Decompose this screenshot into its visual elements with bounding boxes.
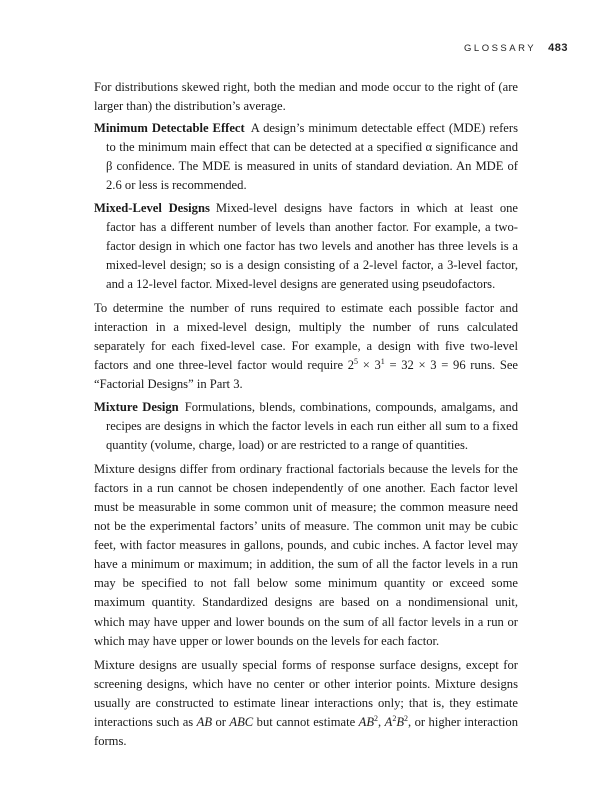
text-run: , bbox=[378, 715, 385, 729]
section-title: GLOSSARY bbox=[464, 43, 537, 54]
superscript: 1 bbox=[380, 357, 385, 367]
superscript: 2 bbox=[374, 714, 379, 723]
text-run: To determine the number of runs required to estimate each possible factor and interaction in a mixed-level design, multiply the number of runs calculated separately for each fixed-level case. For example, a design with five two-level factors and one three-level factor would require 2 bbox=[94, 301, 518, 373]
glossary-entry-mde bbox=[94, 119, 518, 195]
italic-term: ABC bbox=[229, 715, 254, 729]
glossary-term: Mixed-Level Designs bbox=[94, 200, 210, 215]
mixed-level-paragraph-2 bbox=[94, 299, 518, 394]
text-run: = 32 × 3 = 96 runs. See “Factorial Designs” in Part 3. bbox=[94, 358, 519, 392]
glossary-term: Mixture Design bbox=[94, 399, 179, 414]
italic-term: B bbox=[396, 715, 405, 729]
text-run: , or higher interaction forms. bbox=[94, 715, 519, 749]
continued-paragraph: For distributions skewed right, both the median and mode occur to the right of (are larger than) the distribution’s average. bbox=[94, 80, 518, 114]
text-run: × 3 bbox=[358, 358, 381, 373]
glossary-entry-mixed-level bbox=[94, 199, 518, 294]
glossary-content bbox=[94, 78, 518, 751]
text-run: but cannot estimate bbox=[253, 715, 359, 729]
glossary-definition: A design’s minimum detectable effect (MDE) refers to the minimum main effect that can be detected at a specified α significance and β confidence. The MDE is measured in units of standard deviation. An MDE of 2.6 or less is recommended. bbox=[106, 121, 518, 193]
italic-term: A bbox=[384, 715, 393, 729]
glossary-definition: Formulations, blends, combinations, compounds, amalgams, and recipes are designs in which the factor levels in each run either all sum to a fixed quantity (volume, charge, load) or are restricted to a range of quantities. bbox=[106, 399, 518, 452]
running-head bbox=[464, 42, 568, 54]
text-run: or bbox=[212, 715, 230, 729]
mixture-paragraph-2: Mixture designs differ from ordinary fractional factorials because the levels for the factors in a run cannot be chosen independently of one another. Each factor level must be measurable in some common unit of measure; the common measure need not be the experimental factors’ units of measure. The common unit may be cubic feet, with factor measures in gallons, pounds, and cubic inches. A factor level may have a minimum or maximum; in addition, the sum of all the factor levels in a run may be specified to not fall below some minimum quantity or exceed some maximum quantity. Standardized designs are based on a nondimensional unit, which may have upper and lower bounds on the sum of all factor levels in a run or which may have upper or lower bounds on the levels for each factor. bbox=[94, 461, 518, 648]
glossary-entry-mixture bbox=[94, 398, 518, 455]
italic-term: AB bbox=[358, 715, 375, 729]
superscript: 5 bbox=[354, 357, 359, 367]
superscript: 2 bbox=[404, 714, 409, 723]
mixture-paragraph-3 bbox=[94, 656, 518, 751]
italic-term: AB bbox=[196, 715, 213, 729]
superscript: 2 bbox=[392, 714, 397, 723]
page-number: 483 bbox=[548, 42, 568, 54]
glossary-definition: Mixed-level designs have factors in which at least one factor has a different number of levels than another factor. For example, a two-factor design in which one factor has two levels and another has three levels is a mixed-level design; so is a design consisting of a 2-level factor, a 3-level factor, and a 12-level factor. Mixed-level designs are generated using pseudofactors. bbox=[106, 200, 519, 291]
glossary-term: Minimum Detectable Effect bbox=[94, 121, 245, 136]
text-run: Mixture designs are usually special forms of response surface designs, except for screening designs, which have no center or other interior points. Mixture designs usually are constructed to estimate linear interactions only; that is, they estimate interactions such as bbox=[94, 657, 518, 729]
